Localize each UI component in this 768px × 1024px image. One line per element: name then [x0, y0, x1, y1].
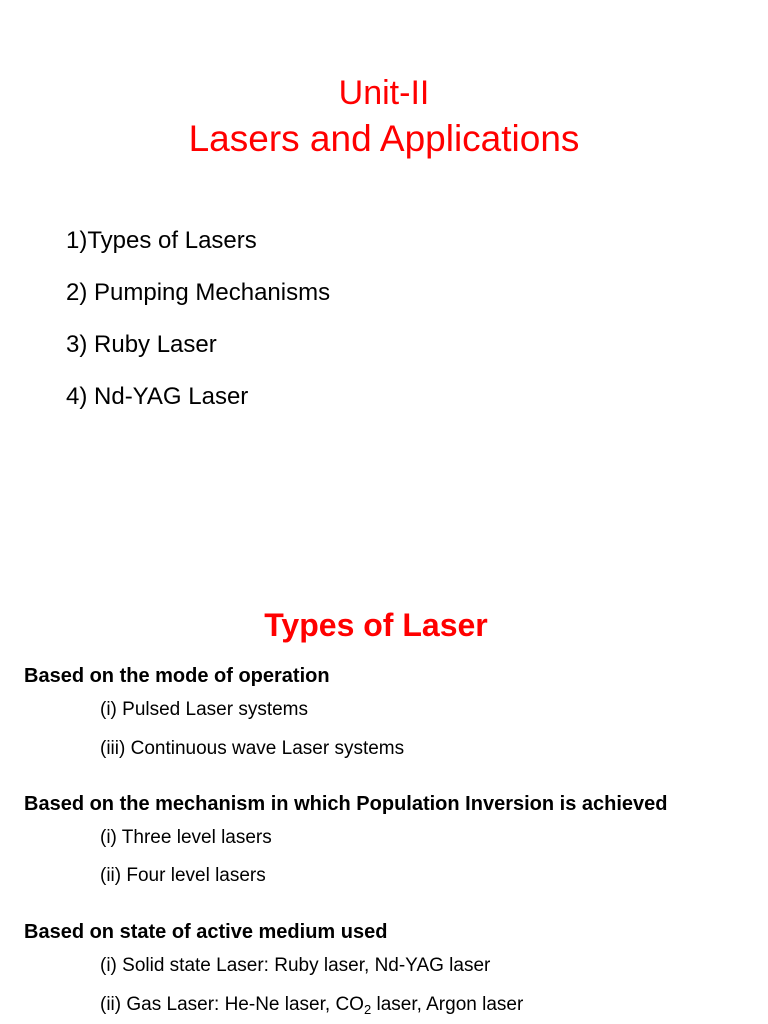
classification-item: (iii) Continuous wave Laser systems: [100, 738, 405, 759]
classification-item: (i) Three level lasers: [100, 827, 272, 848]
unit-title: Unit-II: [338, 74, 430, 112]
classification-title-mechanism: Based on the mechanism in which Population Inversion is achieved: [24, 793, 668, 815]
slide-types-of-laser: [0, 512, 768, 1024]
classification-title-medium: Based on state of active medium used: [24, 921, 388, 943]
classification-item: (i) Solid state Laser: Ruby laser, Nd-YAG laser: [100, 955, 491, 976]
topic-item: 2) Pumping Mechanisms: [66, 279, 331, 306]
classification-item: (i) Pulsed Laser systems: [100, 699, 309, 720]
classification-title-mode: Based on the mode of operation: [24, 665, 330, 687]
section-heading: Types of Laser: [264, 607, 488, 643]
classification-item: (ii) Four level lasers: [100, 865, 266, 886]
topic-item: 1)Types of Lasers: [66, 227, 257, 254]
unit-subtitle: Lasers and Applications: [188, 118, 580, 159]
topic-item: 3) Ruby Laser: [66, 331, 217, 358]
classification-item-gas-laser: (ii) Gas Laser: He-Ne laser, $CO_2$ laser, Argon laser: [100, 994, 524, 1017]
subscript-2: 2: [363, 1002, 372, 1017]
topic-item: 4) Nd-YAG Laser: [66, 383, 249, 410]
